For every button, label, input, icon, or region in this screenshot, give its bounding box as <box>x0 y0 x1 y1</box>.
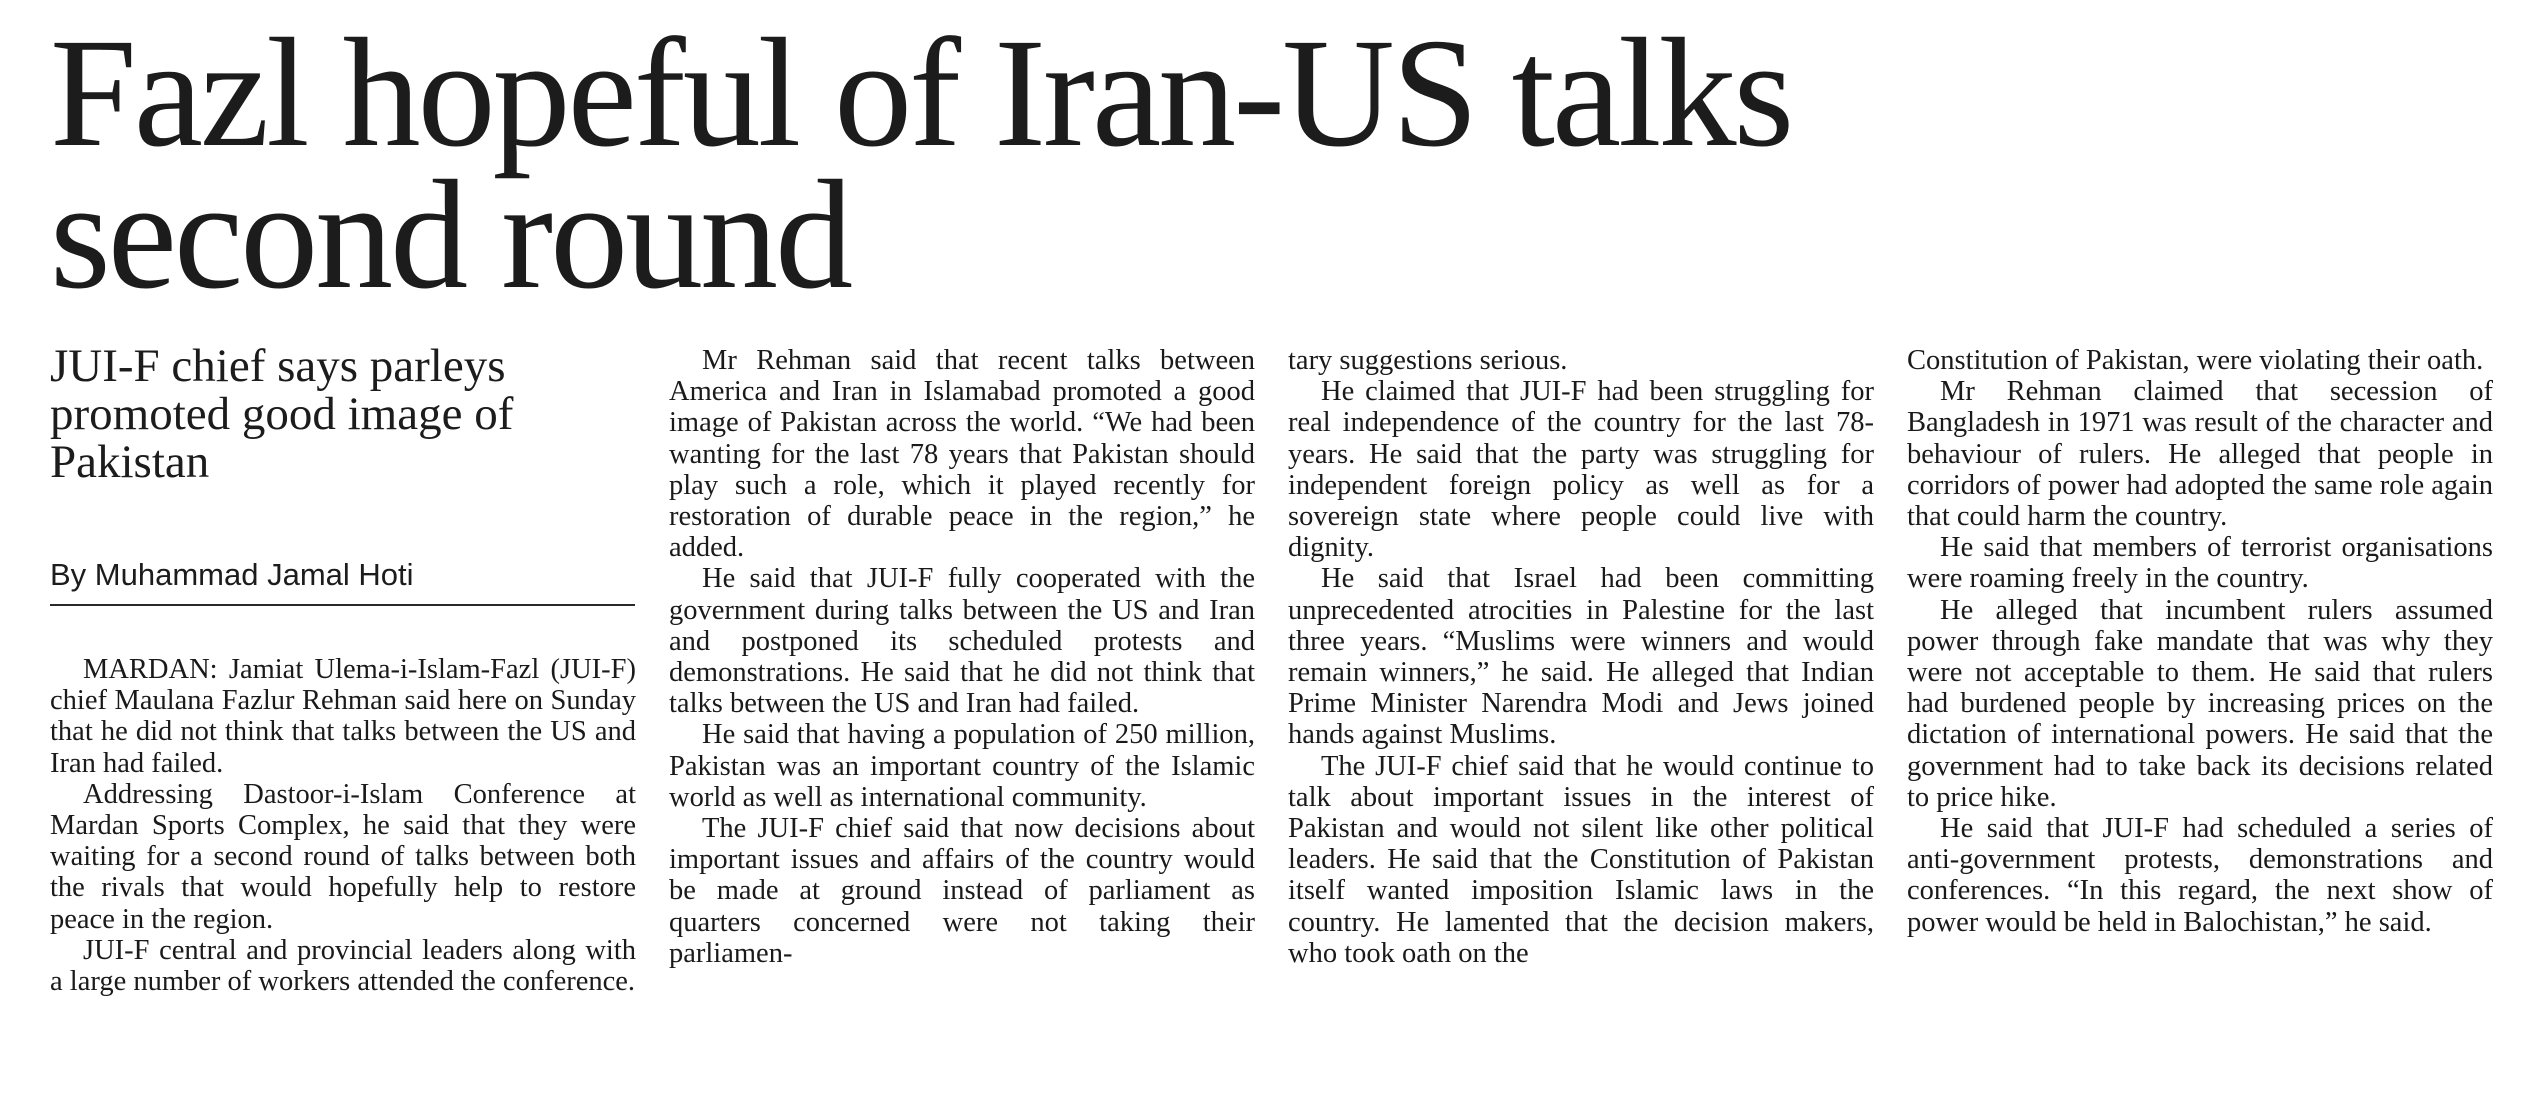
paragraph: He said that Israel had been committing unprecedented atrocities in Palestine for the last three years. “Muslims were winners and would remain winners,” he said. He alleged that Indian Prime Minister Narendra Modi and Jews joined hands against Muslims. <box>1288 563 1874 751</box>
paragraph: He said that JUI-F had scheduled a series of anti-government protests, demonstrations and conferences. “In this regard, the next show of power would be held in Balochistan,” he said. <box>1907 813 2493 938</box>
paragraph: The JUI-F chief said that now decisions about important issues and affairs of the country would be made at ground instead of parliament as quarters concerned were not taking their parliamen- <box>669 813 1255 969</box>
paragraph: He claimed that JUI-F had been struggling for real independence of the country for the last 78-years. He said that the party was struggling for independent foreign policy as well as for a sovereign state where people could live with dignity. <box>1288 376 1874 564</box>
paragraph: Addressing Dastoor-i-Islam Conference at Mardan Sports Complex, he said that they were waiting for a second round of talks between both the rivals that would hopefully help to restore peace in the region. <box>50 778 636 935</box>
paragraph: He said that JUI-F fully cooperated with the government during talks between the US and Iran and postponed its scheduled protests and demonstrations. He said that he did not think that talks between the US and Iran had failed. <box>669 563 1255 720</box>
paragraph: JUI-F central and provincial leaders along with a large number of workers attended the conference. <box>50 934 636 998</box>
article-column-2 <box>669 345 1255 969</box>
paragraph: He alleged that incumbent rulers assumed power through fake mandate that was why they were not acceptable to them. He said that rulers had burdened people by increasing prices on the dictation of international powers. He said that the government had to take back its decisions related to price hike. <box>1907 594 2493 813</box>
paragraph: Mr Rehman claimed that secession of Bangladesh in 1971 was result of the character and behaviour of rulers. He alleged that people in corridors of power had adopted the same role again that could harm the country. <box>1907 376 2493 533</box>
headline: Fazl hopeful of Iran-US talks second round <box>50 6 1792 321</box>
subheadline: JUI-F chief says parleys promoted good image of Pakistan <box>50 340 514 488</box>
paragraph: He said that having a population of 250 million, Pakistan was an important country of the Islamic world as well as international community. <box>669 719 1255 813</box>
byline: By Muhammad Jamal Hoti <box>50 556 635 606</box>
paragraph: He said that members of terrorist organisations were roaming freely in the country. <box>1907 532 2493 595</box>
paragraph-continued: Constitution of Pakistan, were violating their oath. <box>1907 345 2484 376</box>
article-column-3 <box>1288 345 1874 969</box>
paragraph-continued: tary suggestions serious. <box>1288 345 1568 376</box>
article-column-4 <box>1907 345 2493 938</box>
paragraph: MARDAN: Jamiat Ulema-i-Islam-Fazl (JUI-F) chief Maulana Fazlur Rehman said here on Sunday that he did not think that talks between the US and Iran had failed. <box>50 654 636 779</box>
paragraph: Mr Rehman said that recent talks between America and Iran in Islamabad promoted a good image of Pakistan across the world. “We had been wanting for the last 78 years that Pakistan should play such a role, which it played recently for restoration of durable peace in the region,” he added. <box>669 345 1255 564</box>
paragraph: The JUI-F chief said that he would continue to talk about important issues in the interest of Pakistan and would not silent like other political leaders. He said that the Constitution of Pakistan itself wanted imposition Islamic laws in the country. He lamented that the decision makers, who took oath on the <box>1288 750 1874 969</box>
article-column-1 <box>50 654 636 997</box>
